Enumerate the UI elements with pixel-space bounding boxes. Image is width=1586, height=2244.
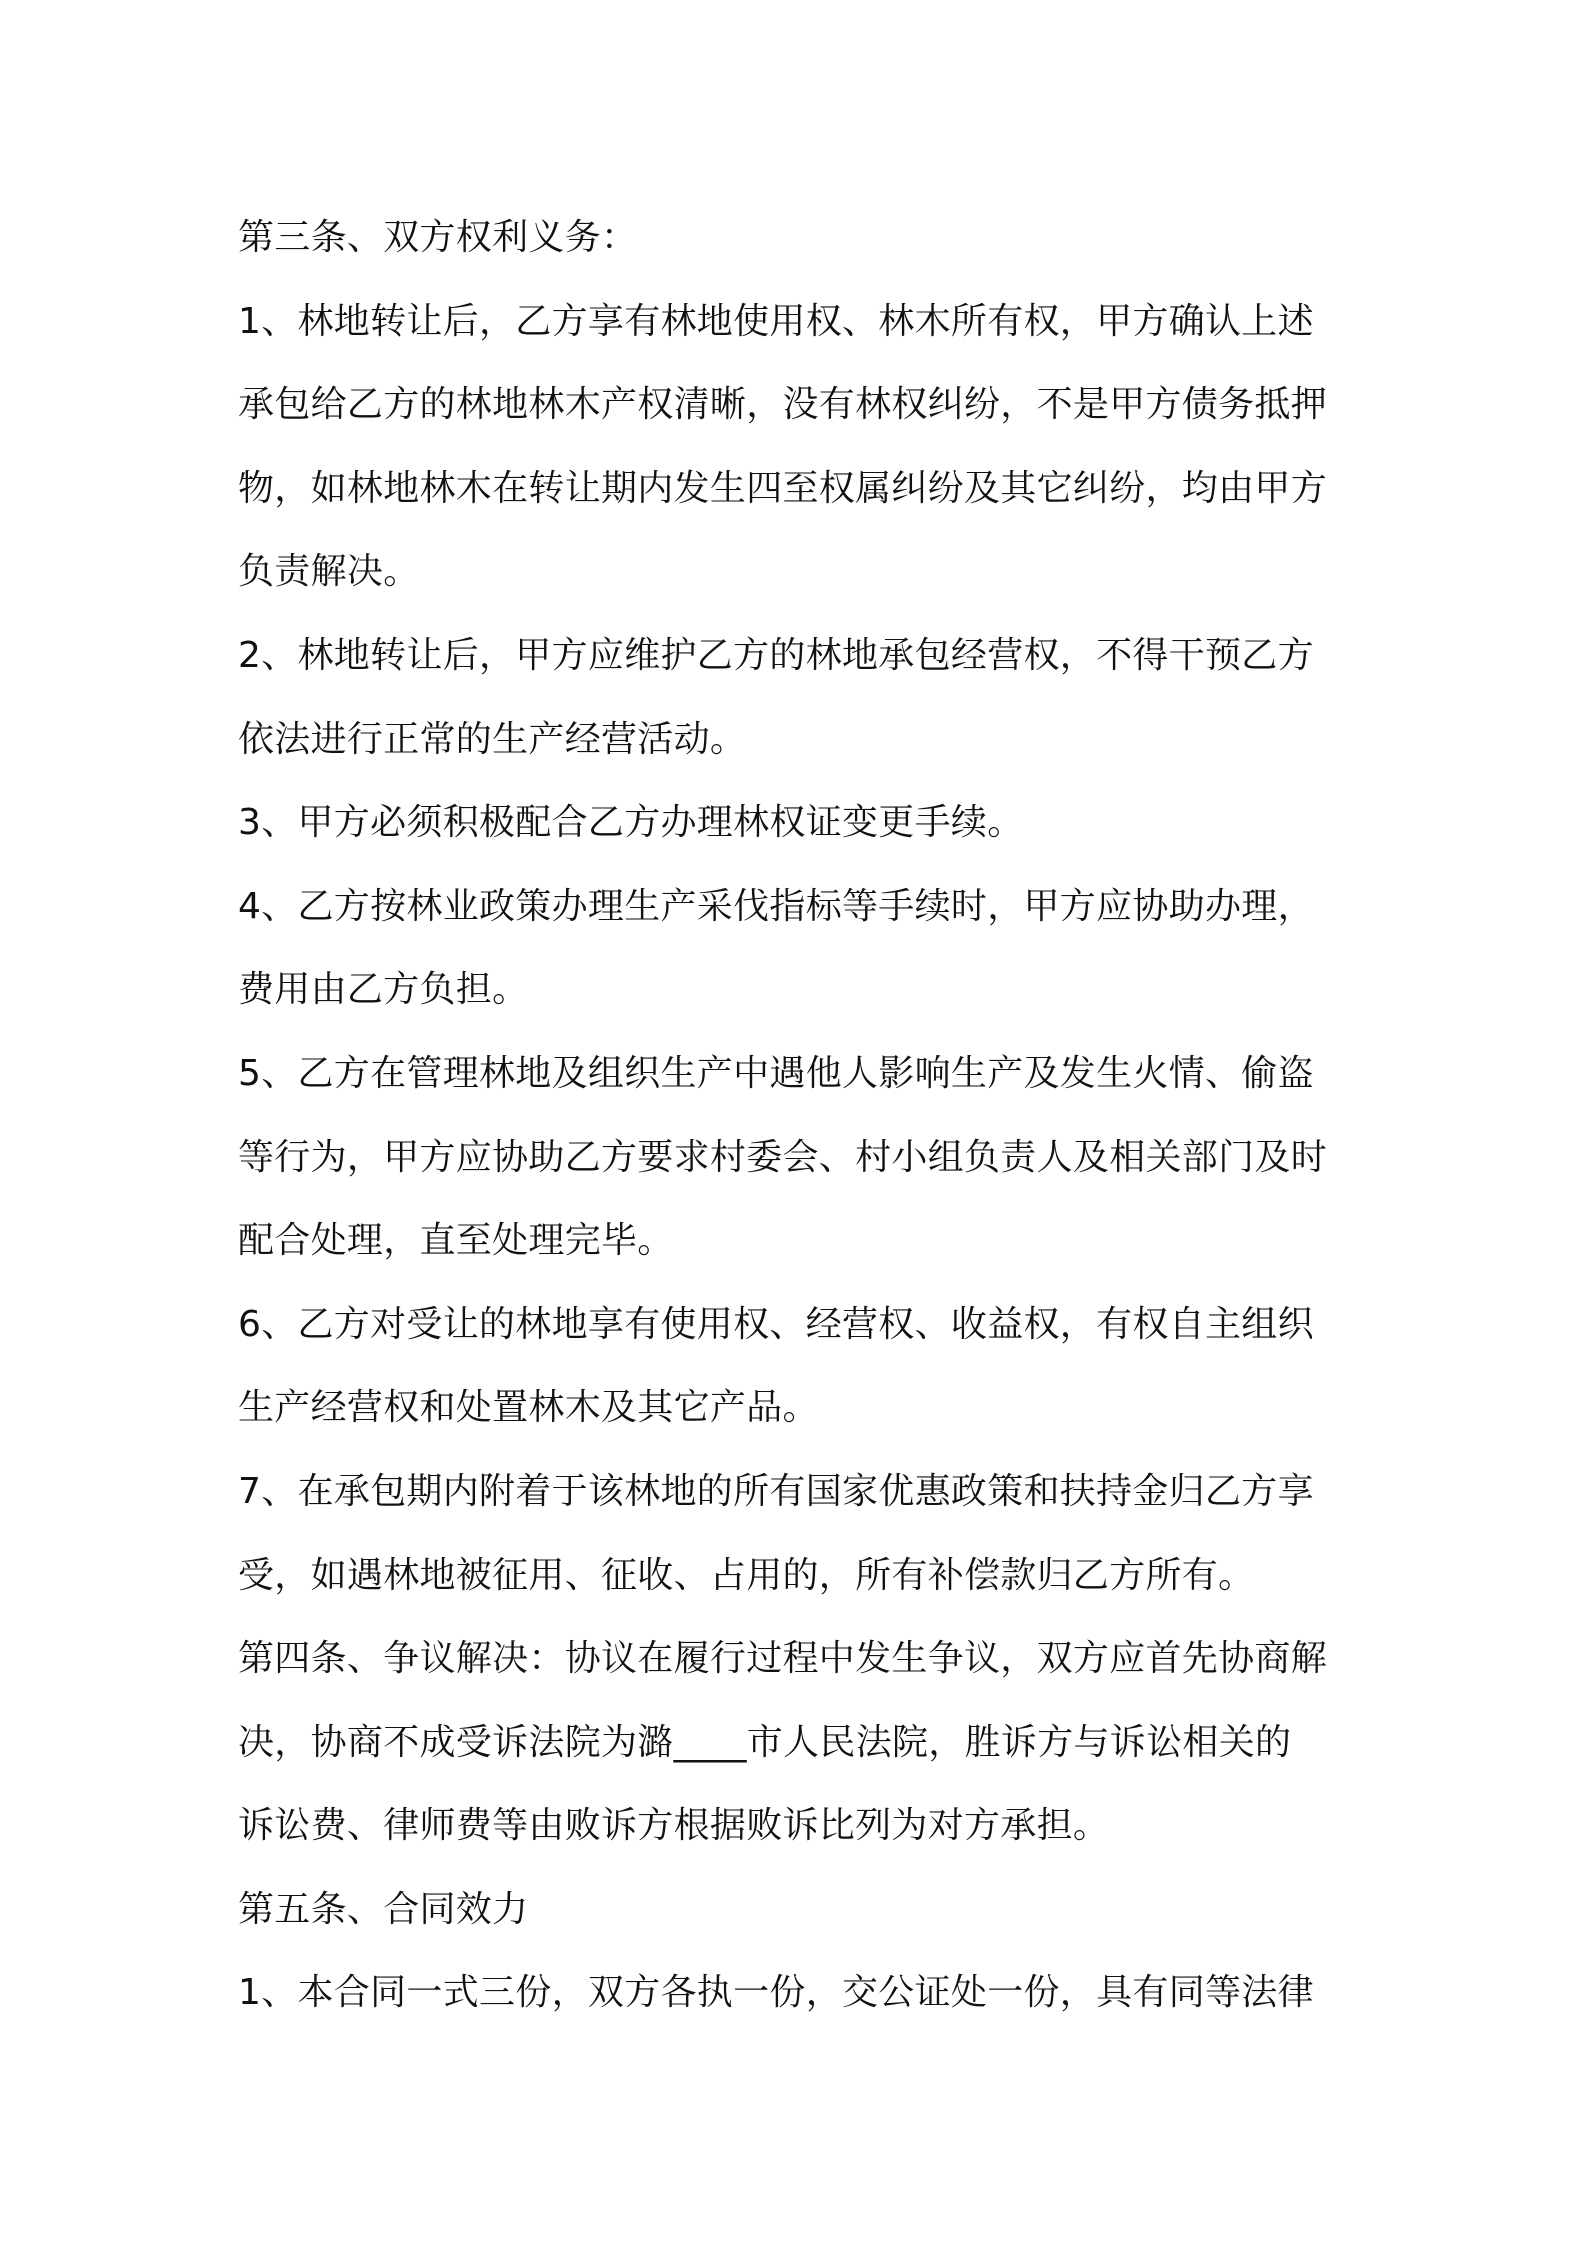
text-line: 物，如林地林木在转让期内发生四至权属纠纷及其它纠纷，均由甲方 bbox=[238, 467, 1328, 509]
document-body bbox=[238, 196, 1358, 2035]
text-line: 负责解决。 bbox=[238, 551, 420, 593]
section-heading-article-3: 第三条、双方权利义务： bbox=[238, 217, 638, 258]
text-line: 配合处理，直至处理完毕。 bbox=[238, 1220, 674, 1262]
text-line: 费用由乙方负担。 bbox=[238, 969, 529, 1011]
section-heading-article-5: 第五条、合同效力 bbox=[238, 1888, 529, 1930]
text-line: 5、乙方在管理林地及组织生产中遇他人影响生产及发生火情、偷盗 bbox=[238, 1052, 1314, 1094]
text-line: 6、乙方对受让的林地享有使用权、经营权、收益权，有权自主组织 bbox=[238, 1303, 1314, 1345]
text-line: 诉讼费、律师费等由败诉方根据败诉比列为对方承担。 bbox=[238, 1805, 1110, 1847]
text-line: 2、林地转让后，甲方应维护乙方的林地承包经营权，不得干预乙方 bbox=[238, 634, 1314, 676]
text-line: 1、本合同一式三份，双方各执一份，交公证处一份，具有同等法律 bbox=[238, 1972, 1314, 2014]
text-line: 4、乙方按林业政策办理生产采伐指标等手续时，甲方应协助办理， bbox=[238, 885, 1314, 927]
section-heading-article-4: 第四条、争议解决：协议在履行过程中发生争议，双方应首先协商解 bbox=[238, 1638, 1328, 1680]
text-line: 依法进行正常的生产经营活动。 bbox=[238, 718, 747, 760]
text-line: 等行为，甲方应协助乙方要求村委会、村小组负责人及相关部门及时 bbox=[238, 1136, 1328, 1178]
text-line: 决，协商不成受诉法院为潞____市人民法院，胜诉方与诉讼相关的 bbox=[238, 1721, 1292, 1763]
text-line: 1、林地转让后，乙方享有林地使用权、林木所有权，甲方确认上述 bbox=[238, 300, 1314, 342]
text-line: 7、在承包期内附着于该林地的所有国家优惠政策和扶持金归乙方享 bbox=[238, 1470, 1314, 1512]
text-line: 生产经营权和处置林木及其它产品。 bbox=[238, 1387, 819, 1429]
text-line: 承包给乙方的林地林木产权清晰，没有林权纠纷，不是甲方债务抵押 bbox=[238, 384, 1328, 426]
text-line: 受，如遇林地被征用、征收、占用的，所有补偿款归乙方所有。 bbox=[238, 1554, 1255, 1596]
text-line: 3、甲方必须积极配合乙方办理林权证变更手续。 bbox=[238, 802, 1024, 844]
